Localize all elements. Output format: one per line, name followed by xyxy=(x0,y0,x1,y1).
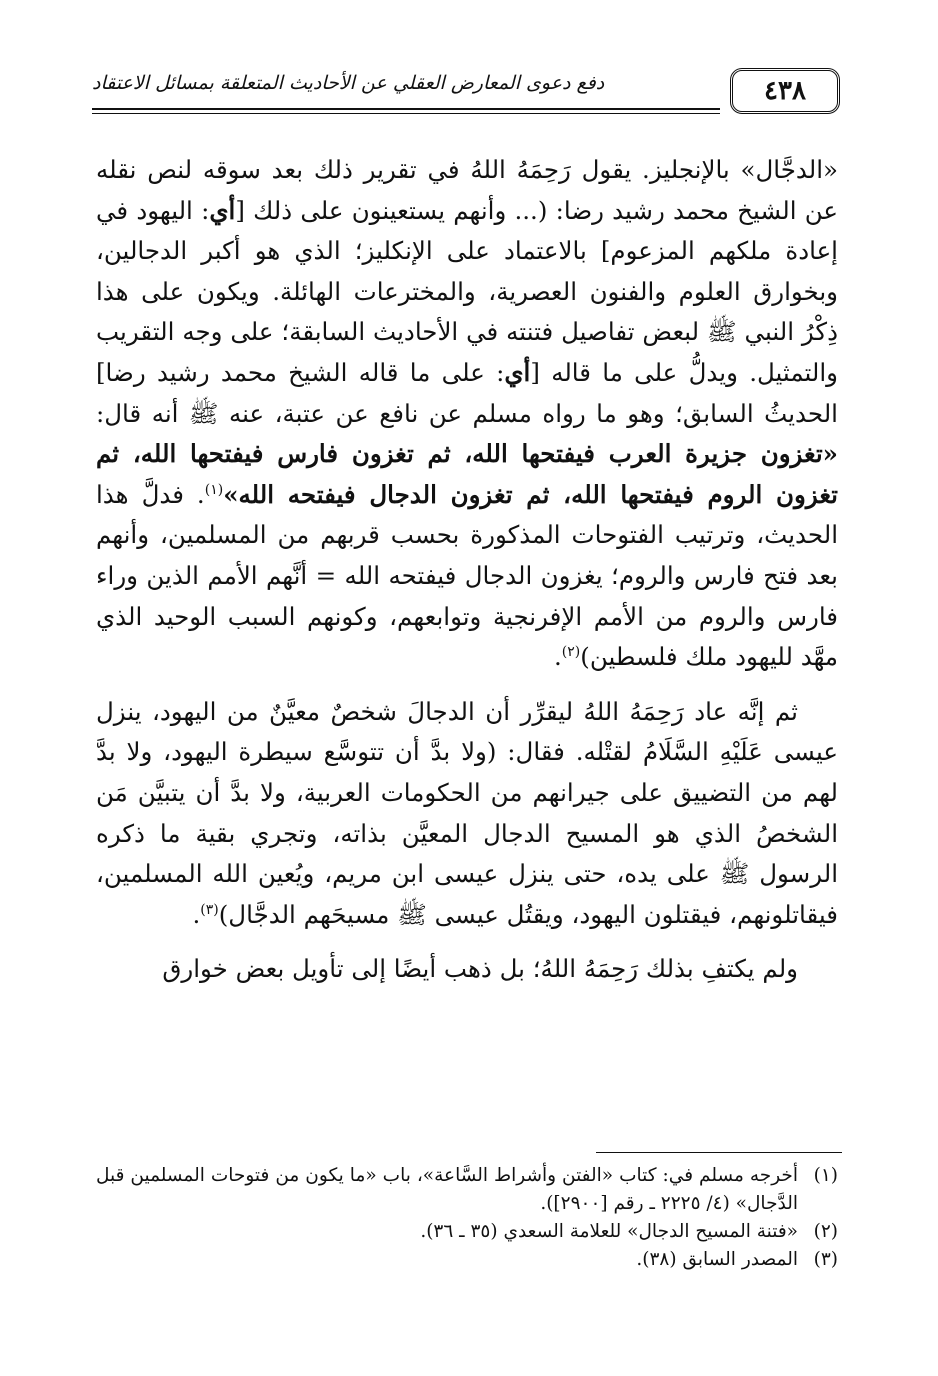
main-text xyxy=(96,150,838,990)
footnotes xyxy=(96,1162,838,1274)
page-number: ٤٣٨ xyxy=(730,68,840,114)
footnote-text: المصدر السابق (٣٨). xyxy=(636,1249,798,1270)
bold-text: أي xyxy=(209,195,236,225)
text-run: «الدجَّال» بالإنجليز. يقول رَحِمَهُ اللهُ في تقرير ذلك بعد سوقه لنص نقله عن الشيخ محمد رشيد رضا: (... وأنهم يستعينون على ذلك [ xyxy=(96,155,838,225)
footnote-ref-3[interactable]: (٣) xyxy=(200,901,219,918)
text-run: : اليهود في إعادة ملكهم المزعوم] بالاعتماد على الإنكليز؛ الذي هو أكبر الدجالين، وبخوارق العلوم والفنون العصرية، والمخترعات الهائلة. ويكون على هذا ذِكْرُ النبي ﷺ لبعض تفاصيل فتنته في الأحاديث السابقة؛ على وجه التقريب والتمثيل. ويدلُّ على ما قاله [ xyxy=(96,195,838,387)
footnote-text: أخرجه مسلم في: كتاب «الفتن وأشراط السَّاعة»، باب «ما يكون من فتوحات المسلمين قبل الدَّجال» (٤/ ٢٢٢٥ ـ رقم [٢٩٠٠]). xyxy=(96,1165,798,1214)
footnote-number: (٢) xyxy=(813,1221,838,1242)
running-title: دفع دعوى المعارض العقلي عن الأحاديث المتعلقة بمسائل الاعتقاد xyxy=(92,72,605,94)
paragraph-1 xyxy=(96,150,838,678)
text-run: . فدلَّ هذا الحديث، وترتيب الفتوحات المذكورة بحسب قربهم من المسلمين، وأنهم بعد فتح فارس والروم؛ يغزون الدجال فيفتحه الله = أنَّهم الأمم الذين وراء فارس والروم من الأمم الإفرنجية وتوابعهم، وكونهم السبب الوحيد الذي مهَّد لليهود ملك فلسطين) xyxy=(96,479,838,672)
text-run: ثم إنَّه عاد رَحِمَهُ اللهُ ليقرِّر أن الدجالَ شخصٌ معيَّنٌ من اليهود، ينزل عيسى عَلَيْهِ السَّلَامُ لقتْله. فقال: (ولا بدَّ أن تتوسَّع سيطرة اليهود، ولا بدَّ لهم من التضييق على جيرانهم من الحكومات العربية، ولا بدَّ أن يتبيَّن مَن الشخصُ الذي هو المسيح الدجال المعيَّن بذاته، وتجري بقية ما ذكره الرسول ﷺ على يده، حتى ينزل عيسى ابن مريم، ويُعين الله المسلمين، فيقاتلونهم، فيقتلون اليهود، ويقتُل عيسى ﷺ مسيحَهم الدجَّال) xyxy=(96,696,838,929)
footnote-number: (١) xyxy=(813,1165,838,1186)
footnote-number: (٣) xyxy=(813,1249,838,1270)
footnote-separator xyxy=(596,1152,842,1153)
page-header xyxy=(92,68,840,128)
footnote-ref-1[interactable]: (١) xyxy=(204,481,224,498)
paragraph-2 xyxy=(96,692,838,936)
text-run: . xyxy=(192,899,201,929)
footnote-3 xyxy=(96,1246,838,1274)
footnote-text: «فتنة المسيح الدجال» للعلامة السعدي (٣٥ ـ ٣٦). xyxy=(420,1221,798,1242)
text-run: : على ما قاله الشيخ محمد رشيد رضا] الحديثُ السابق؛ وهو ما رواه مسلم عن نافع عن عتبة، عنه ﷺ أنه قال: xyxy=(96,357,838,428)
bold-text: أي xyxy=(504,357,531,387)
text-run: . xyxy=(554,642,562,672)
header-rule xyxy=(92,108,720,114)
paragraph-3 xyxy=(96,949,838,990)
footnote-ref-2[interactable]: (٢) xyxy=(561,643,581,660)
text-run: ولم يكتفِ بذلك رَحِمَهُ اللهُ؛ بل ذهب أيضًا إلى تأويل بعض خوارق xyxy=(162,954,798,984)
footnote-2 xyxy=(96,1218,838,1246)
hadith-quote: «تغزون جزيرة العرب فيفتحها الله، ثم تغزون فارس فيفتحها الله، ثم تغزون الروم فيفتحها الله، ثم تغزون الدجال فيفتحه الله» xyxy=(96,439,839,509)
footnote-1 xyxy=(96,1162,838,1218)
